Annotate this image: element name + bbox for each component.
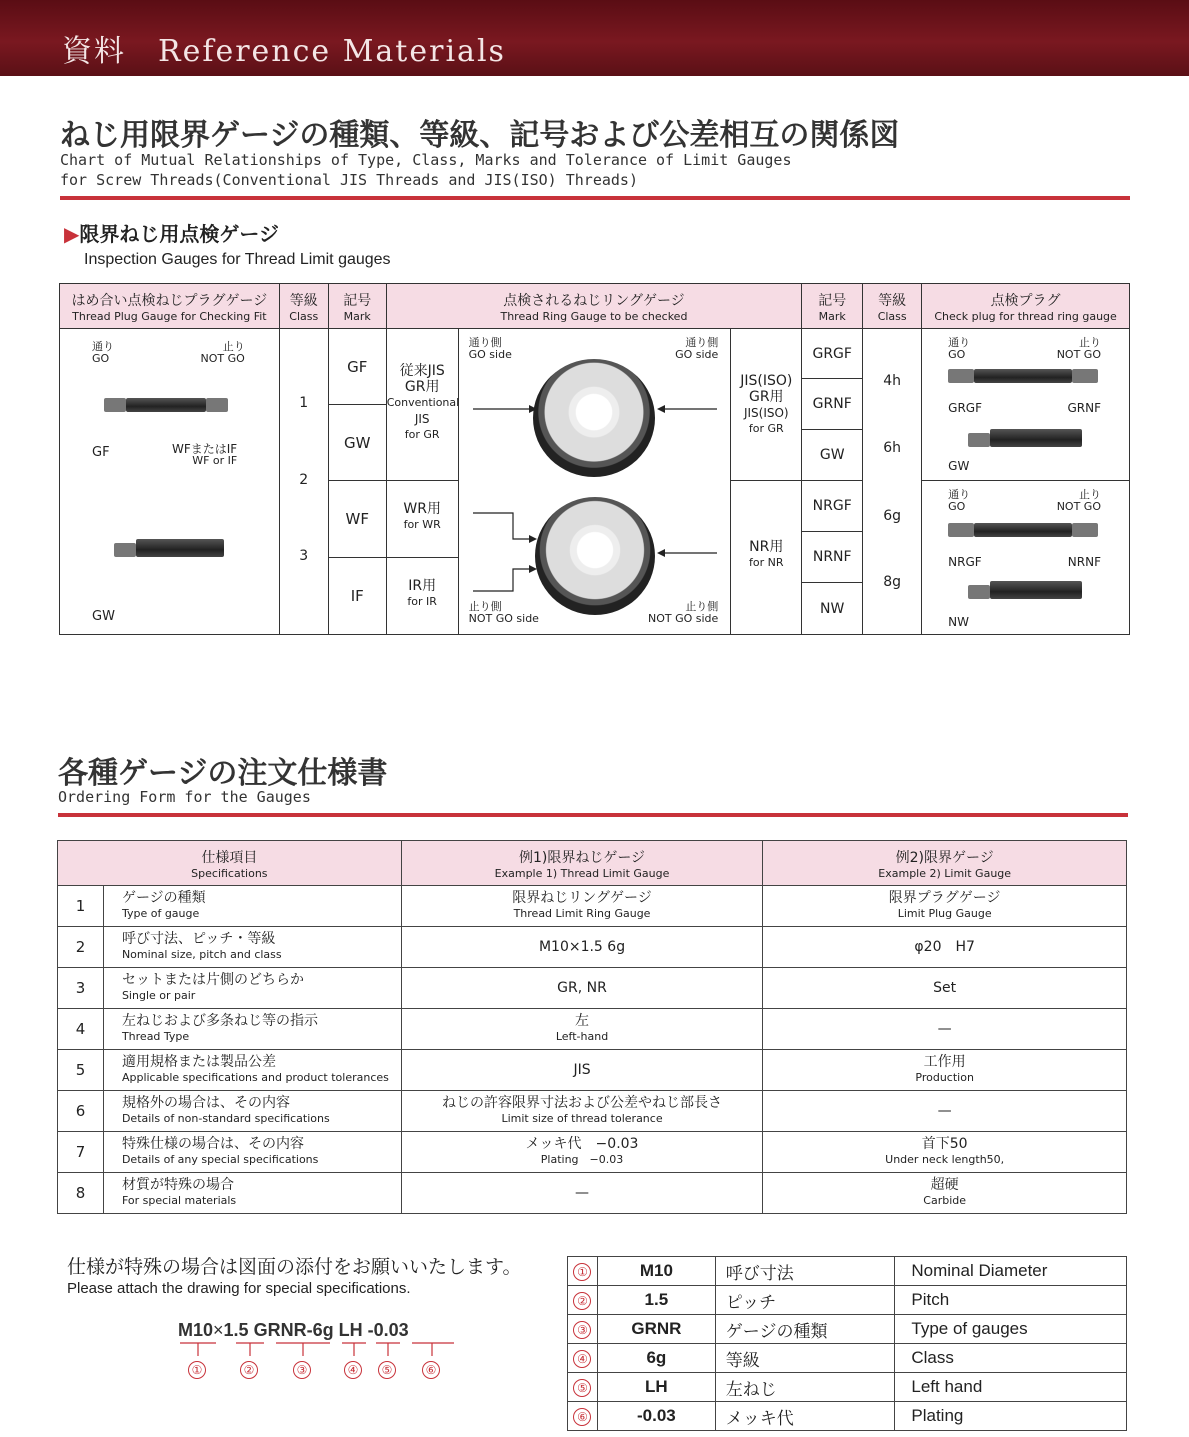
- order-form-table: [57, 840, 1127, 1214]
- legend-en: Left hand: [895, 1373, 1127, 1402]
- spec-row-example1: JIS: [401, 1050, 763, 1091]
- spec-row-number: 7: [58, 1132, 104, 1173]
- code-underline-svg: [178, 1342, 468, 1362]
- spec-row-example2: 超硬 Carbide: [763, 1173, 1127, 1214]
- legend-number: ⑥: [568, 1402, 598, 1431]
- col-class-header: 等級 Class: [279, 284, 328, 329]
- mark2-nrgf: NRGF: [802, 481, 862, 532]
- code-legend-table: [567, 1256, 1127, 1431]
- gw-label: GW: [92, 609, 115, 624]
- wf-label: WFまたはIF WF or IF: [172, 442, 238, 467]
- note-en: Please attach the drawing for special specifications.: [67, 1280, 411, 1297]
- spec-row-label: 適用規格または製品公差 Applicable specifications and product tolerances: [103, 1050, 401, 1091]
- note-jp: 仕様が特殊の場合は図面の添付をお願いいたします。: [67, 1256, 522, 1278]
- go-side-label-left: 通り側 GO side: [468, 336, 512, 361]
- legend-row: [568, 1257, 1127, 1286]
- section1-subtitle-1: Chart of Mutual Relationships of Type, Class, Marks and Tolerance of Limit Gauges: [60, 151, 792, 169]
- col-class2-header: 等級 Class: [863, 284, 922, 329]
- mark2-gw: GW: [802, 430, 862, 481]
- legend-en: Nominal Diameter: [895, 1257, 1127, 1286]
- notgo-side-label-right: 止り側 NOT GO side: [647, 600, 719, 625]
- legend-code: LH: [597, 1373, 715, 1402]
- spec-row: [58, 1173, 1127, 1214]
- spec-row: [58, 1091, 1127, 1132]
- spec-row-example2: —: [763, 1091, 1127, 1132]
- spec-row-label: ゲージの種類 Type of gauge: [103, 886, 401, 927]
- class-1: 1: [299, 395, 309, 411]
- order-code-example: M10×1.5 GRNR-6g LH -0.03: [178, 1320, 409, 1340]
- section2-subtitle: Ordering Form for the Gauges: [58, 788, 311, 806]
- gw-check-plug-icon: [968, 429, 1082, 450]
- spec-row-example2: 首下50 Under neck length50,: [763, 1132, 1127, 1173]
- spec-row: [58, 1050, 1127, 1091]
- legend-row: [568, 1315, 1127, 1344]
- class2-6g: 6g: [883, 508, 902, 524]
- legend-row: [568, 1286, 1127, 1315]
- col-plug-header: はめ合い点検ねじプラグゲージ Thread Plug Gauge for Checking Fit: [60, 284, 280, 329]
- class2-cell: [863, 329, 922, 635]
- plug-gauge-cell: [60, 329, 280, 635]
- code-number-row: ① ② ③ ④ ⑤ ⑥: [188, 1361, 458, 1381]
- class-2: 2: [299, 472, 309, 488]
- gf-label: GF: [92, 445, 110, 460]
- mark-cell: [328, 329, 386, 635]
- spec-row-example1: 左 Left-hand: [401, 1009, 763, 1050]
- nrgf-nrnf-plug-icon: [948, 523, 1098, 540]
- subsection-title: [64, 218, 279, 247]
- mark2-nrnf: NRNF: [802, 532, 862, 583]
- legend-en: Plating: [895, 1402, 1127, 1431]
- grgf-grnf-plug-icon: [948, 369, 1098, 386]
- legend-code: GRNR: [597, 1315, 715, 1344]
- legend-number: ③: [568, 1315, 598, 1344]
- page-header-title: 資料 Reference Materials: [62, 34, 506, 69]
- legend-jp: メッキ代: [715, 1402, 895, 1431]
- spec-row-number: 2: [58, 927, 104, 968]
- spec-row-label: 材質が特殊の場合 For special materials: [103, 1173, 401, 1214]
- spec-row-number: 4: [58, 1009, 104, 1050]
- spec-row-example1: 限界ねじリングゲージ Thread Limit Ring Gauge: [401, 886, 763, 927]
- mark-gw: GW: [329, 405, 386, 481]
- section1-subtitle-2: for Screw Threads(Conventional JIS Threads and JIS(ISO) Threads): [60, 171, 638, 189]
- ring-gauge-image-cell: [458, 329, 731, 635]
- legend-number: ①: [568, 1257, 598, 1286]
- col-mark-header: 記号 Mark: [328, 284, 386, 329]
- legend-number: ④: [568, 1344, 598, 1373]
- col-check-header: 点検プラグ Check plug for thread ring gauge: [922, 284, 1130, 329]
- legend-row: [568, 1373, 1127, 1402]
- legend-en: Pitch: [895, 1286, 1127, 1315]
- legend-jp: 等級: [715, 1344, 895, 1373]
- subsection-title-text: 限界ねじ用点検ゲージ: [79, 222, 279, 246]
- mark2-grgf: GRGF: [802, 329, 862, 379]
- mark2-cell: [802, 329, 863, 635]
- col-ring-header: 点検されるねじリングゲージ Thread Ring Gauge to be checked: [386, 284, 802, 329]
- mark-gf: GF: [329, 329, 386, 405]
- col-mark2-header: 記号 Mark: [802, 284, 863, 329]
- spec-row-example1: M10×1.5 6g: [401, 927, 763, 968]
- mark2-grnf: GRNF: [802, 379, 862, 430]
- col-ex2-header: 例2)限界ゲージ Example 2) Limit Gauge: [763, 841, 1127, 886]
- section2-title: 各種ゲージの注文仕様書: [58, 756, 388, 791]
- legend-number: ⑤: [568, 1373, 598, 1402]
- spec-row-example1: ねじの許容限界寸法および公差やねじ部長さ Limit size of thread tolerance: [401, 1091, 763, 1132]
- legend-jp: ゲージの種類: [715, 1315, 895, 1344]
- legend-jp: ピッチ: [715, 1286, 895, 1315]
- legend-en: Type of gauges: [895, 1315, 1127, 1344]
- class2-4h: 4h: [883, 373, 902, 389]
- spec-row: [58, 886, 1127, 927]
- section1-title: ねじ用限界ゲージの種類、等級、記号および公差相互の関係図: [60, 118, 900, 153]
- spec-row-number: 5: [58, 1050, 104, 1091]
- spec-row-example1: GR, NR: [401, 968, 763, 1009]
- class-cell: [279, 329, 328, 635]
- spec-row-label: セットまたは片側のどちらか Single or pair: [103, 968, 401, 1009]
- spec-row-example2: φ20 H7: [763, 927, 1127, 968]
- spec-row: [58, 968, 1127, 1009]
- inspection-gauge-table: [59, 283, 1130, 635]
- spec-row-number: 1: [58, 886, 104, 927]
- mark-if: IF: [350, 587, 364, 605]
- class2-8g: 8g: [883, 574, 902, 590]
- check-plug-cell: 通り GO 止り NOT GO GRGF GRNF GW 通り GO 止り NOT GO NRGF NRNF NW: [922, 329, 1130, 635]
- spec-row-example2: 工作用 Production: [763, 1050, 1127, 1091]
- spec-row-number: 8: [58, 1173, 104, 1214]
- legend-code: M10: [597, 1257, 715, 1286]
- red-rule-2: [58, 813, 1128, 817]
- gw-plug-gauge-icon: [114, 539, 224, 560]
- notgo-label: 止り NOT GO: [200, 340, 245, 365]
- spec-row: [58, 1132, 1127, 1173]
- legend-number: ②: [568, 1286, 598, 1315]
- class-3: 3: [299, 548, 309, 564]
- go-side-label-right: 通り側 GO side: [675, 336, 719, 361]
- spec-row: [58, 1009, 1127, 1050]
- arrows-svg: [459, 329, 732, 635]
- legend-jp: 左ねじ: [715, 1373, 895, 1402]
- spec-row-number: 6: [58, 1091, 104, 1132]
- spec-row-example2: —: [763, 1009, 1127, 1050]
- legend-code: 1.5: [597, 1286, 715, 1315]
- legend-row: [568, 1344, 1127, 1373]
- notgo-side-label-left: 止り側 NOT GO side: [468, 600, 539, 625]
- mark-wf: WF: [329, 481, 386, 558]
- gf-wf-plug-gauge-icon: [104, 398, 228, 415]
- spec-row-number: 3: [58, 968, 104, 1009]
- legend-code: 6g: [597, 1344, 715, 1373]
- mark2-nw: NW: [820, 601, 845, 617]
- class2-6h: 6h: [883, 440, 902, 456]
- col-ex1-header: 例1)限界ねじゲージ Example 1) Thread Limit Gauge: [401, 841, 763, 886]
- triangle-bullet-icon: ▶: [64, 222, 80, 246]
- spec-row-label: 左ねじおよび多条ねじ等の指示 Thread Type: [103, 1009, 401, 1050]
- legend-jp: 呼び寸法: [715, 1257, 895, 1286]
- spec-row-example1: —: [401, 1173, 763, 1214]
- spec-row-label: 呼び寸法、ピッチ・等級 Nominal size, pitch and class: [103, 927, 401, 968]
- col-spec-header: 仕様項目 Specifications: [58, 841, 402, 886]
- go-label: 通り GO: [92, 340, 114, 365]
- spec-row-example2: Set: [763, 968, 1127, 1009]
- spec-row-example1: メッキ代 −0.03 Plating −0.03: [401, 1132, 763, 1173]
- nw-check-plug-icon: [968, 581, 1082, 602]
- spec-row-label: 規格外の場合は、その内容 Details of non-standard specifications: [103, 1091, 401, 1132]
- legend-row: [568, 1402, 1127, 1431]
- spec-row-example2: 限界プラグゲージ Limit Plug Gauge: [763, 886, 1127, 927]
- spec-row: [58, 927, 1127, 968]
- red-rule: [60, 196, 1130, 200]
- legend-en: Class: [895, 1344, 1127, 1373]
- spec-row-label: 特殊仕様の場合は、その内容 Details of any special specifications: [103, 1132, 401, 1173]
- jis-iso-cell: JIS(ISO) GR用 JIS(ISO) for GR NR用 for NR: [731, 329, 802, 635]
- legend-code: -0.03: [597, 1402, 715, 1431]
- ring-type-cell: 従来JIS GR用 Conventional JIS for GR WR用 for WR IR用 for IR: [386, 329, 458, 635]
- subsection-subtitle: Inspection Gauges for Thread Limit gauges: [84, 251, 391, 268]
